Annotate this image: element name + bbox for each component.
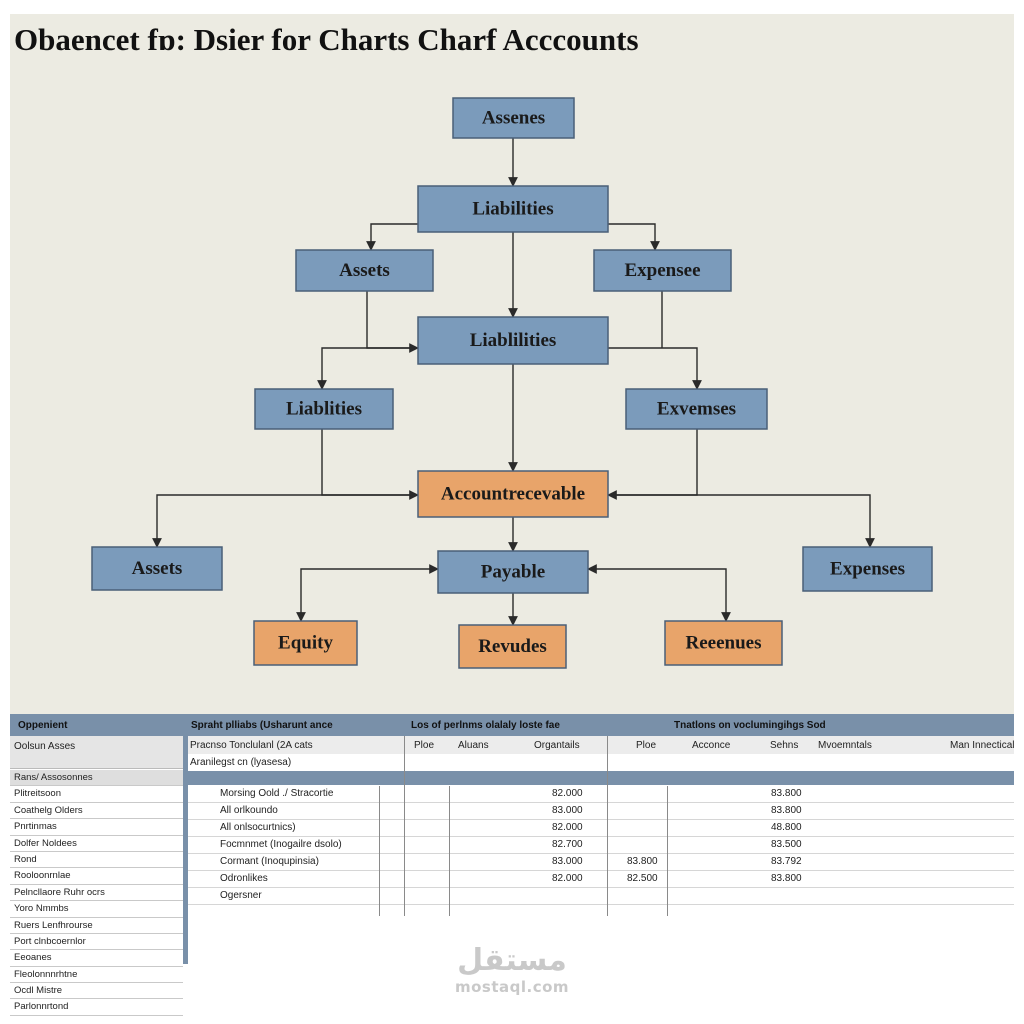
row-description: Ogersner	[220, 890, 262, 901]
edge-assets-liablilities	[367, 291, 418, 348]
diagram-node-exvemses	[626, 389, 767, 429]
sidebar-account-item: Plitreitsoon	[10, 786, 183, 802]
diagram-node-liablities	[255, 389, 393, 429]
edge-liabilities-assets	[371, 224, 418, 250]
column-divider	[379, 786, 380, 916]
table-row	[188, 888, 1014, 905]
sidebar-account-item: Fleolonnnrhtne	[10, 967, 183, 983]
edge-liablities-accountrecevable	[322, 429, 418, 495]
node-label: Liablities	[285, 398, 363, 420]
column-divider	[449, 786, 450, 916]
table-row	[188, 854, 1014, 871]
sidebar-account-item: Pnrtinmas	[10, 819, 183, 835]
table-row	[188, 837, 1014, 854]
column-header: Acconce	[692, 740, 731, 751]
row-value: 82.500	[627, 873, 658, 884]
sidebar-account-item: Eeoanes	[10, 950, 183, 966]
table-header-4: Tnatlons on voclumingihgs Sod	[674, 720, 826, 731]
node-label: Liabilities	[472, 198, 554, 220]
edge-exvemses-accountrecevable	[608, 429, 697, 495]
row-value: 82.000	[552, 822, 583, 833]
table-subheading-row	[188, 754, 1014, 771]
node-label: Liablilities	[469, 330, 557, 351]
edge-payable-equity	[301, 569, 438, 621]
watermark-arabic: مستقل	[457, 943, 567, 978]
sidebar-first-cell	[10, 736, 183, 769]
node-label: Assets	[131, 558, 183, 579]
sidebar-account-item: Rond	[10, 852, 183, 868]
table-header-2: Spraht plliabs (Usharunt ance	[191, 720, 333, 731]
table-subheading: Aranilegst cn (lyasesa)	[190, 757, 292, 768]
table-header-band	[10, 714, 1014, 737]
sidebar-account-item: Port clnbcoernlor	[10, 934, 183, 950]
watermark-latin: mostaql.com	[454, 978, 570, 996]
row-value: 83.800	[771, 805, 802, 816]
row-description: Cormant (Inoqupinsia)	[220, 856, 319, 867]
table-separator-band	[188, 771, 1014, 785]
diagram-node-accountrecevable	[418, 471, 608, 517]
table-body	[188, 786, 1014, 905]
sidebar-account-item: Rans/ Assosonnes	[10, 770, 183, 786]
diagram-nodes	[92, 98, 932, 668]
row-value: 82.700	[552, 839, 583, 850]
row-value: 83.800	[771, 873, 802, 884]
diagram-node-assenes	[453, 98, 574, 138]
column-header: Man Innectical	[950, 740, 1015, 751]
column-header-row	[188, 736, 1014, 755]
edge-liablilities-liablities	[322, 348, 418, 389]
column-divider	[404, 736, 405, 916]
row-value: 83.000	[552, 805, 583, 816]
column-header: Ploe	[414, 740, 435, 751]
node-label: Equity	[278, 632, 333, 654]
table-row	[188, 820, 1014, 837]
column-header: Mvoemntals	[818, 740, 872, 751]
sidebar-account-item: Ruers Lenfhrourse	[10, 918, 183, 934]
sidebar-account-item: Pelncllaore Ruhr ocrs	[10, 885, 183, 901]
node-label: Reeenues	[685, 632, 762, 654]
diagram-node-liablilities	[418, 317, 608, 364]
row-value: 83.800	[771, 788, 802, 799]
column-header: Sehns	[770, 740, 799, 751]
row-description: Odronlikes	[220, 873, 268, 884]
edge-accountrecevable-assets	[157, 495, 418, 547]
sidebar-account-item: Dolfer Noldees	[10, 836, 183, 852]
row-value: 48.800	[771, 822, 802, 833]
node-label: Expensee	[624, 260, 701, 281]
diagram-node-assets	[296, 250, 433, 291]
node-label: Payable	[480, 561, 546, 583]
sidebar-account-item: Rooloonrnlae	[10, 868, 183, 884]
edge-accountrecevable-expenses	[608, 495, 870, 547]
edge-liabilities-expensee	[608, 224, 655, 250]
row-value: 82.000	[552, 788, 583, 799]
sidebar-account-item: Coathelg Olders	[10, 803, 183, 819]
table-header-1: Oppenient	[18, 720, 68, 731]
row-value: 83.800	[627, 856, 658, 867]
diagram-node-reeenues	[665, 621, 782, 665]
edge-liablilities-exvemses	[608, 348, 697, 389]
node-label: Expenses	[830, 558, 905, 580]
watermark	[450, 944, 574, 996]
node-label: Assets	[339, 260, 390, 281]
table-row	[188, 786, 1014, 803]
column-header: Ploe	[636, 740, 657, 751]
column-header: Organtails	[534, 740, 580, 751]
row-value: 83.000	[552, 856, 583, 867]
node-label: Accountrecevable	[440, 483, 586, 505]
column-divider	[607, 736, 608, 916]
diagram-node-assets	[92, 547, 222, 590]
row-value: 83.792	[771, 856, 802, 867]
row-value: 82.000	[552, 873, 583, 884]
row-value: 83.500	[771, 839, 802, 850]
diagram-node-expensee	[594, 250, 731, 291]
diagram-node-liabilities	[418, 186, 608, 232]
diagram-node-payable	[438, 551, 588, 593]
edge-payable-reeenues	[588, 569, 726, 621]
sidebar-account-item: Yoro Nmmbs	[10, 901, 183, 917]
sidebar-first-label: Oolsun Asses	[14, 741, 76, 752]
node-label: Exvemses	[656, 398, 737, 420]
table-row	[188, 803, 1014, 820]
row-description: Focmnmet (Inogailre dsolo)	[220, 839, 342, 850]
column-divider	[667, 786, 668, 916]
page-title: Obaencet fɒ: Dsier for Charts Charf Acccounts	[14, 22, 639, 57]
node-label: Revudes	[478, 636, 547, 657]
table-header-3: Los of perlnms olalaly loste fae	[411, 720, 560, 731]
row-description: All onlsocurtnics)	[220, 822, 296, 833]
column-header: Pracnso Tonclulanl (2A cats	[190, 740, 313, 751]
column-header: Aluans	[458, 740, 489, 751]
node-label: Assenes	[481, 107, 546, 129]
diagram-node-expenses	[803, 547, 932, 591]
sidebar-account-item: Ocdl Mistre	[10, 983, 183, 999]
sidebar-account-list	[10, 770, 183, 1016]
row-description: Morsing Oold ./ Stracortie	[220, 788, 334, 799]
row-description: All orlkoundo	[220, 805, 278, 816]
diagram-node-equity	[254, 621, 357, 665]
sidebar-account-item: Parlonnrtond	[10, 999, 183, 1015]
table-row	[188, 871, 1014, 888]
diagram-node-revudes	[459, 625, 566, 668]
